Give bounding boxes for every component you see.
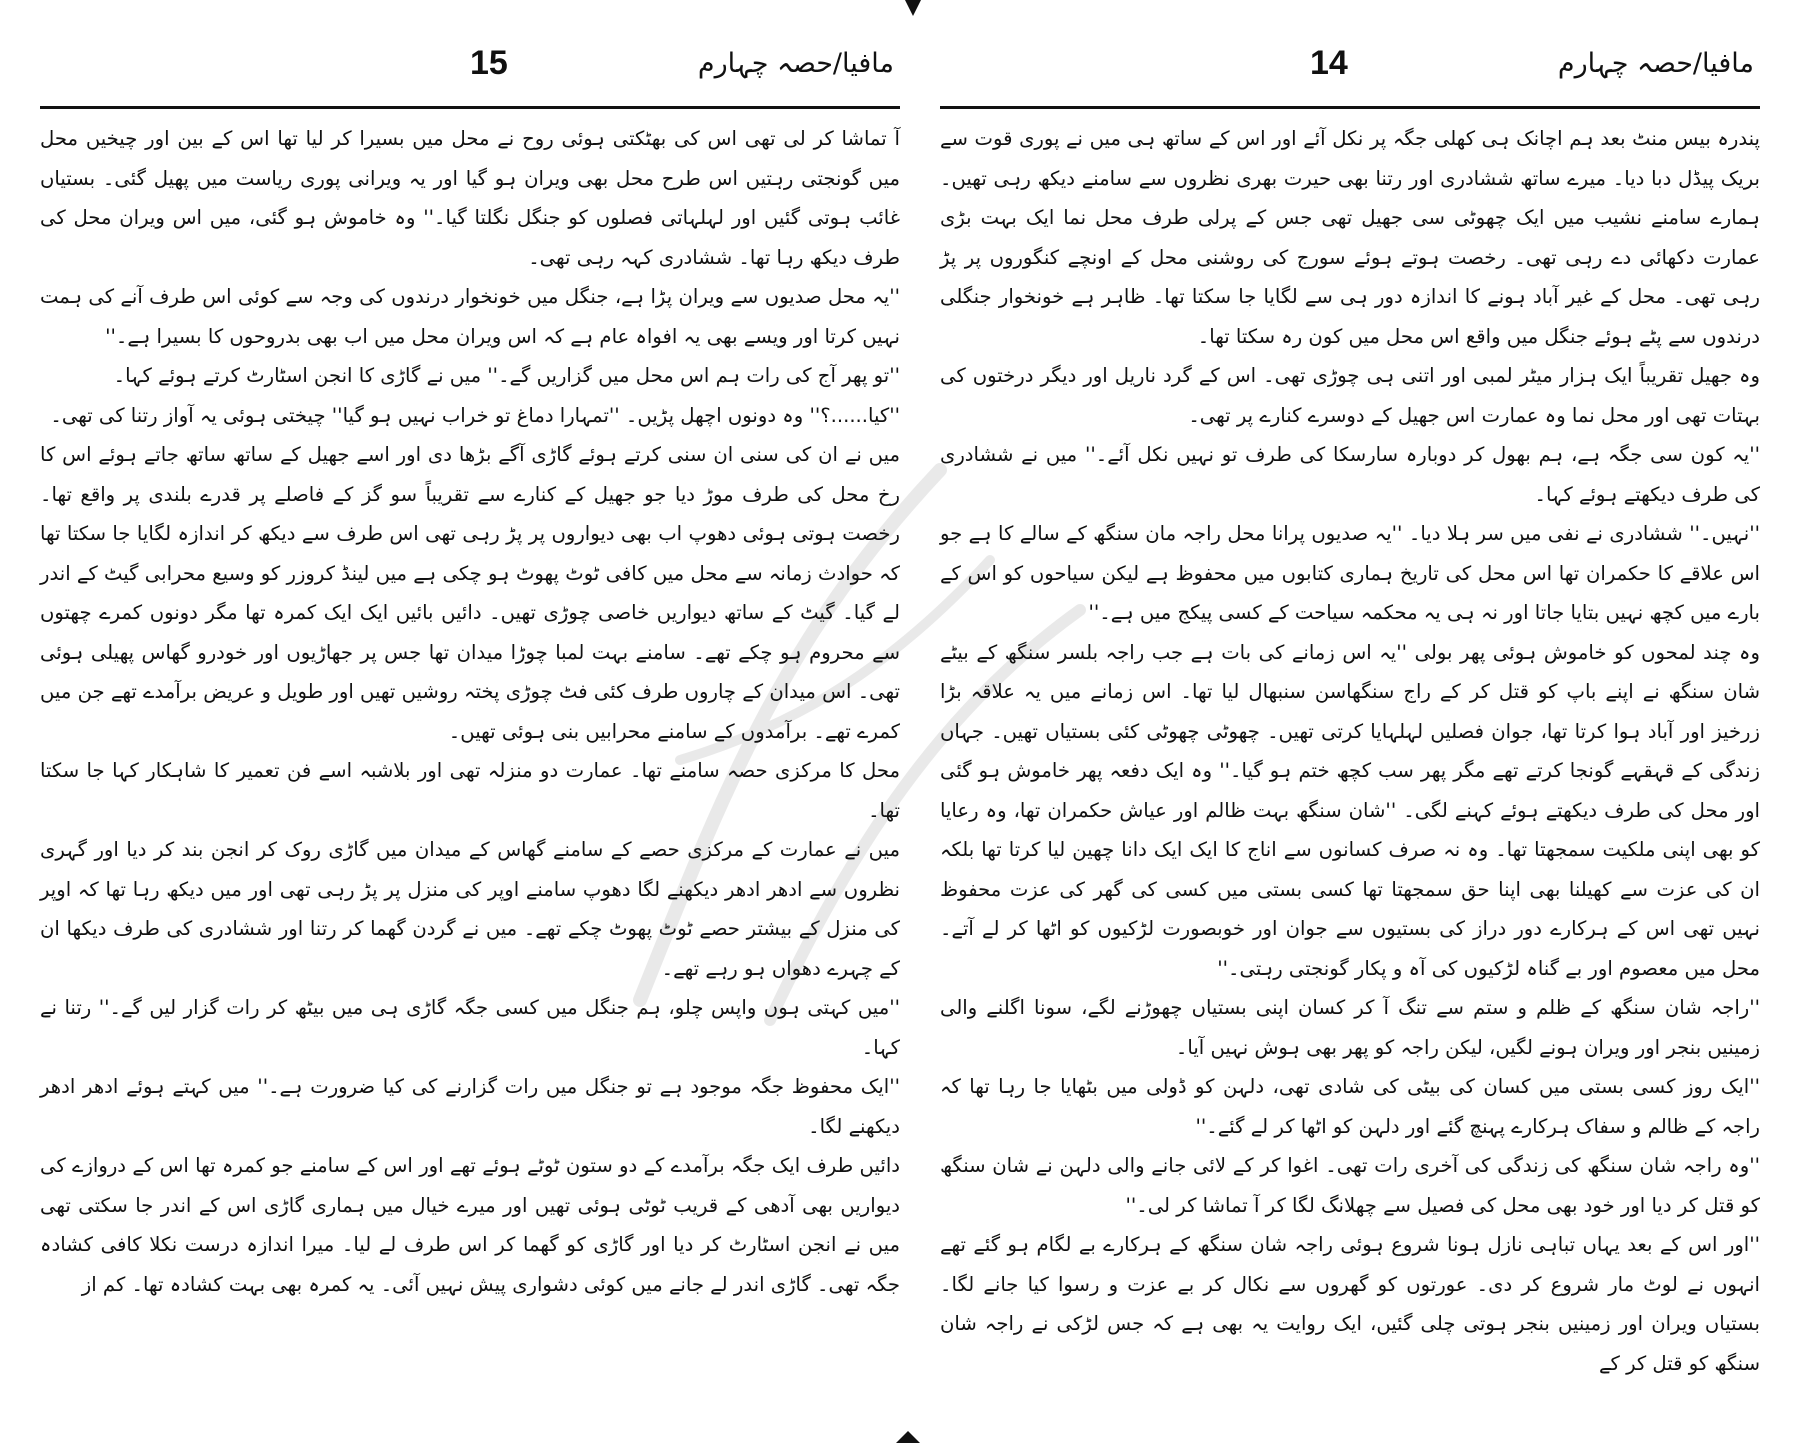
left-paragraph: ''تو پھر آج کی رات ہم اس محل میں گزاریں گے۔'' میں نے گاڑی کا انجن اسٹارٹ کرتے ہوئے کہا۔ (113, 364, 900, 387)
left-paragraph: محل کا مرکزی حصہ سامنے تھا۔ عمارت دو منزلہ تھی اور بلاشبہ اسے فن تعمیر کا شاہکار کہا جا سکتا تھا۔ (40, 759, 900, 822)
right-page (940, 38, 1760, 1418)
left-page-number: 15 (470, 44, 508, 82)
binding-mark-bottom (896, 1431, 920, 1443)
right-paragraph: ''ایک روز کسی بستی میں کسان کی بیٹی کی شادی تھی، دلہن کو ڈولی میں بٹھایا جا رہا تھا کہ راجہ کے ظالم و سفاک ہرکارے پہنچ گئے اور دلہن کو اٹھا کر لے گئے۔'' (940, 1075, 1760, 1138)
binding-mark-top (905, 0, 921, 16)
right-paragraph: ''راجہ شان سنگھ کے ظلم و ستم سے تنگ آ کر کسان اپنی بستیاں چھوڑنے لگے، سونا اگلنے والی زمینیں بنجر اور ویران ہونے لگیں، لیکن راجہ کو پھر بھی ہوش نہیں آیا۔ (940, 996, 1760, 1059)
right-paragraph: پندرہ بیس منٹ بعد ہم اچانک ہی کھلی جگہ پر نکل آئے اور اس کے ساتھ ہی میں نے پوری قوت سے بریک پیڈل دبا دیا۔ میرے ساتھ ششادری اور رتنا بھی حیرت بھری نظروں سے سامنے دیکھ رہی تھیں۔ ہمارے سامنے نشیب میں ایک چھوٹی سی جھیل تھی جس کے پرلی طرف محل نما ایک بہت بڑی عمارت دکھائی دے رہی تھی۔ رخصت ہوتے ہوئے سورج کی روشنی محل کے اونچے کنگوروں پر پڑ رہی تھی۔ محل کے غیر آباد ہونے کا اندازہ دور ہی سے لگایا جا سکتا تھا۔ ظاہر ہے خونخوار جنگلی درندوں سے پٹے ہوئے جنگل میں واقع اس محل میں کون رہ سکتا تھا۔ (940, 127, 1760, 348)
left-paragraph: ''یہ محل صدیوں سے ویران پڑا ہے، جنگل میں خونخوار درندوں کی وجہ سے کوئی اس طرف آنے کی ہمت نہیں کرتا اور ویسے بھی یہ افواہ عام ہے کہ اس ویران محل میں اب بھی بدروحوں کا بسیرا ہے۔'' (40, 285, 900, 348)
left-paragraph: ''ایک محفوظ جگہ موجود ہے تو جنگل میں رات گزارنے کی کیا ضرورت ہے۔'' میں کہتے ہوئے ادھر ادھر دیکھنے لگا۔ (40, 1075, 900, 1138)
right-page-header (940, 38, 1760, 109)
right-page-number: 14 (1310, 44, 1348, 82)
left-paragraph: ''میں کہتی ہوں واپس چلو، ہم جنگل میں کسی جگہ گاڑی ہی میں بیٹھ کر رات گزار لیں گے۔'' رتنا نے کہا۔ (40, 996, 900, 1059)
left-paragraph: ''کیا......؟'' وہ دونوں اچھل پڑیں۔ ''تمہارا دماغ تو خراب نہیں ہو گیا'' چیختی ہوئی یہ آواز رتنا کی تھی۔ (50, 403, 900, 427)
right-running-title: مافیا/حصہ چہارم (1557, 48, 1754, 79)
right-paragraph: ''نہیں۔'' ششادری نے نفی میں سر ہلا دیا۔ ''یہ صدیوں پرانا محل راجہ مان سنگھ کے سالے کا ہے جو اس علاقے کا حکمران تھا اس محل کی تاریخ ہماری کتابوں میں محفوظ ہے لیکن سیاحوں کو اس کے بارے میں کچھ نہیں بتایا جاتا اور نہ ہی یہ محکمہ سیاحت کے کسی پیکج میں ہے۔'' (940, 522, 1760, 624)
left-page-body (40, 109, 900, 1304)
right-page-body (940, 109, 1760, 1383)
right-paragraph: ''وہ راجہ شان سنگھ کی زندگی کی آخری رات تھی۔ اغوا کر کے لائی جانے والی دلہن نے شان سنگھ کو قتل کر دیا اور خود بھی محل کی فصیل سے چھلانگ لگا کر آ تماشا کر لی۔'' (940, 1154, 1760, 1217)
left-page-header (40, 38, 900, 109)
left-running-title: مافیا/حصہ چہارم (697, 48, 894, 79)
left-paragraph: آ تماشا کر لی تھی اس کی بھٹکتی ہوئی روح نے محل میں بسیرا کر لیا تھا اس کے بین اور چیخیں محل میں گونجتی رہتیں اس طرح محل بھی ویران ہو گیا اور یہ ویرانی پوری ریاست میں پھیل گئی۔ بستیاں غائب ہوتی گئیں اور لہلہاتی فصلوں کو جنگل نگلتا گیا۔'' وہ خاموش ہو گئی، میں اس ویران محل کی طرف دیکھ رہا تھا۔ ششادری کہہ رہی تھی۔ (40, 127, 900, 269)
left-paragraph: دائیں طرف ایک جگہ برآمدے کے دو ستون ٹوٹے ہوئے تھے اور اس کے سامنے جو کمرہ تھا اس کے دروازے کی دیواریں بھی آدھی کے قریب ٹوٹی ہوئی تھیں اور میرے خیال میں ہماری گاڑی اس کے اندر جا سکتی تھی میں نے انجن اسٹارٹ کر دیا اور گاڑی کو گھما کر اس طرف لے لیا۔ میرا اندازہ درست نکلا کافی کشادہ جگہ تھی۔ گاڑی اندر لے جانے میں کوئی دشواری پیش نہیں آئی۔ یہ کمرہ بھی بہت کشادہ تھا۔ کم از (40, 1154, 900, 1296)
right-paragraph: ''اور اس کے بعد یہاں تباہی نازل ہونا شروع ہوئی راجہ شان سنگھ کے ہرکارے بے لگام ہو گئے تھے انہوں نے لوٹ مار شروع کر دی۔ عورتوں کو گھروں سے نکال کر بے عزت و رسوا کیا جانے لگا۔ بستیاں ویران اور زمینیں بنجر ہوتی چلی گئیں، ایک روایت یہ بھی ہے کہ جس لڑکی نے راجہ شان سنگھ کو قتل کر کے (940, 1233, 1760, 1375)
right-paragraph: وہ چند لمحوں کو خاموش ہوئی پھر بولی ''یہ اس زمانے کی بات ہے جب راجہ بلسر سنگھ کے بیٹے شان سنگھ نے اپنے باپ کو قتل کر کے راج سنگھاسن سنبھال لیا تھا۔ اس زمانے میں یہ علاقہ بڑا زرخیز اور آباد ہوا کرتا تھا، جوان فصلیں لہلہایا کرتی تھیں۔ چھوٹی چھوٹی کئی بستیاں تھیں۔ جہاں زندگی کے قہقہے گونجا کرتے تھے مگر پھر سب کچھ ختم ہو گیا۔'' وہ ایک دفعہ پھر خاموش ہو گئی اور محل کی طرف دیکھتے ہوئے کہنے لگی۔ ''شان سنگھ بہت ظالم اور عیاش حکمران تھا، وہ رعایا کو بھی اپنی ملکیت سمجھتا تھا۔ وہ نہ صرف کسانوں سے اناج کا ایک ایک دانا چھین لیا کرتا تھا بلکہ ان کی عزت سے کھیلنا بھی اپنا حق سمجھتا تھا کسی بستی میں کسی کی گھر کی عزت محفوظ نہیں تھی اس کے ہرکارے دور دراز کی بستیوں سے جوان اور خوبصورت لڑکیوں کو اٹھا کر لے آتے۔ محل میں معصوم اور بے گناہ لڑکیوں کی آہ و پکار گونجتی رہتی۔'' (940, 640, 1760, 980)
left-paragraph: میں نے عمارت کے مرکزی حصے کے سامنے گھاس کے میدان میں گاڑی روک کر انجن بند کر دیا اور گہری نظروں سے ادھر ادھر دیکھنے لگا دھوپ سامنے اوپر کی منزل پر پڑ رہی تھی اور میں دیکھ رہا تھا کہ اوپر کی منزل کے بیشتر حصے ٹوٹ پھوٹ چکے تھے۔ میں نے گردن گھما کر رتنا اور ششادری کی طرف دیکھا ان کے چہرے دھواں ہو رہے تھے۔ (40, 838, 900, 980)
left-paragraph: میں نے ان کی سنی ان سنی کرتے ہوئے گاڑی آگے بڑھا دی اور اسے جھیل کے ساتھ ساتھ جاتے ہوئے اس کا رخ محل کی طرف موڑ دیا جو جھیل کے کنارے سے تقریباً سو گز کے فاصلے پر قدرے بلندی پر واقع تھا۔ رخصت ہوتی ہوئی دھوپ اب بھی دیواروں پر پڑ رہی تھی اس طرف سے دیکھ کر اندازہ لگایا جا سکتا تھا کہ حوادث زمانہ سے محل میں کافی ٹوٹ پھوٹ ہو چکی ہے میں لینڈ کروزر کو وسیع محرابی گیٹ کے اندر لے گیا۔ گیٹ کے ساتھ دیواریں خاصی چوڑی تھیں۔ دائیں بائیں ایک ایک کمرہ تھا مگر دونوں کمرے چھتوں سے محروم ہو چکے تھے۔ سامنے بہت لمبا چوڑا میدان تھا جس پر جھاڑیوں اور خودرو گھاس پھیلی ہوئی تھی۔ اس میدان کے چاروں طرف کئی فٹ چوڑی پختہ روشیں تھیں اور طویل و عریض برآمدے تھے جن میں کمرے تھے۔ برآمدوں کے سامنے محرابیں بنی ہوئی تھیں۔ (40, 443, 900, 743)
right-paragraph: ''یہ کون سی جگہ ہے، ہم بھول کر دوبارہ سارسکا کی طرف تو نہیں نکل آئے۔'' میں نے ششادری کی طرف دیکھتے ہوئے کہا۔ (940, 443, 1760, 506)
right-paragraph: وہ جھیل تقریباً ایک ہزار میٹر لمبی اور اتنی ہی چوڑی تھی۔ اس کے گرد ناریل اور دیگر درختوں کی بہتات تھی اور محل نما وہ عمارت اس جھیل کے دوسرے کنارے پر تھی۔ (940, 364, 1760, 427)
left-page (40, 38, 900, 1418)
